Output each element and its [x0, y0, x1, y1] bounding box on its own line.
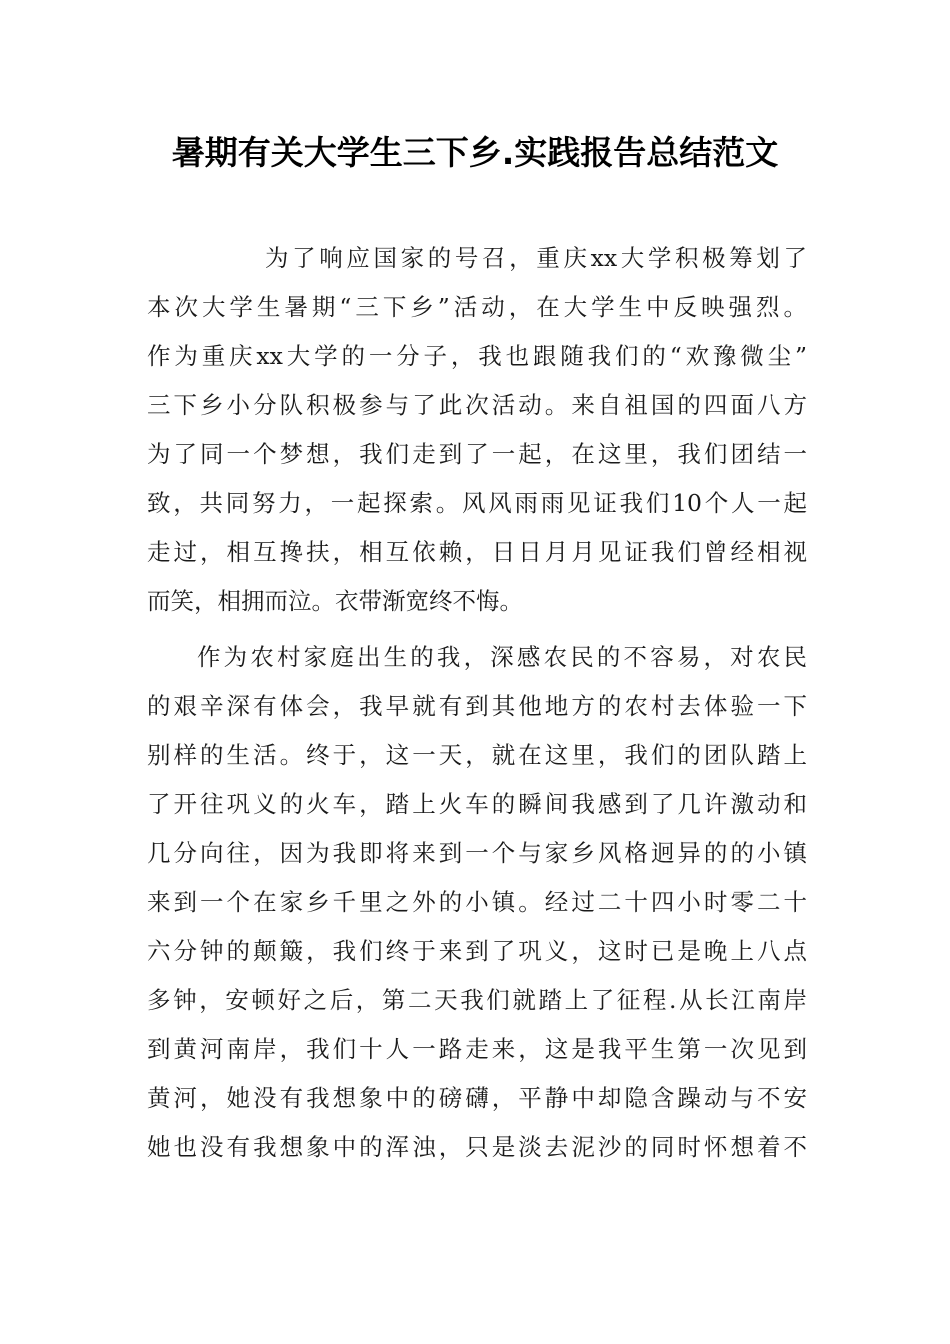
paragraph-line: 三下乡小分队积极参与了此次活动。来自祖国的四面八方 [147, 391, 807, 419]
paragraph-line: 别样的生活。终于，这一天，就在这里，我们的团队踏上 [147, 741, 807, 769]
paragraph-line: 到黄河南岸，我们十人一路走来，这是我平生第一次见到 [147, 1035, 807, 1063]
paragraph-line: 作为农村家庭出生的我，深感农民的不容易，对农民 [197, 643, 807, 671]
paragraph-line: 她也没有我想象中的浑浊，只是淡去泥沙的同时怀想着不 [147, 1133, 807, 1161]
paragraph-line: 多钟，安顿好之后，第二天我们就踏上了征程.从长江南岸 [147, 986, 807, 1014]
paragraph-line: 作为重庆xx大学的一分子，我也跟随我们的“欢豫微尘” [147, 342, 807, 370]
paragraph-line: 几分向往，因为我即将来到一个与家乡风格迥异的的小镇 [147, 839, 807, 867]
document-title: 暑期有关大学生三下乡.实践报告总结范文 [171, 133, 779, 172]
paragraph-line: 致，共同努力，一起探索。风风雨雨见证我们10个人一起 [147, 489, 807, 517]
paragraph-line: 为了同一个梦想，我们走到了一起，在这里，我们团结一 [147, 440, 807, 468]
paragraph-line: 本次大学生暑期“三下乡”活动，在大学生中反映强烈。 [147, 293, 807, 321]
paragraph-line: 的艰辛深有体会，我早就有到其他地方的农村去体验一下 [147, 692, 807, 720]
paragraph-line: 黄河，她没有我想象中的磅礴，平静中却隐含躁动与不安 [147, 1084, 807, 1112]
paragraph-line: 走过，相互搀扶，相互依赖，日日月月见证我们曾经相视 [147, 538, 807, 566]
paragraph-line: 而笑，相拥而泣。衣带渐宽终不悔。 [147, 587, 523, 615]
paragraph-line: 来到一个在家乡千里之外的小镇。经过二十四小时零二十 [147, 888, 807, 916]
paragraph-line: 为了响应国家的号召，重庆xx大学积极筹划了 [265, 244, 807, 272]
paragraph-line: 六分钟的颠簸，我们终于来到了巩义，这时已是晚上八点 [147, 937, 807, 965]
paragraph-line: 了开往巩义的火车，踏上火车的瞬间我感到了几许激动和 [147, 790, 807, 818]
